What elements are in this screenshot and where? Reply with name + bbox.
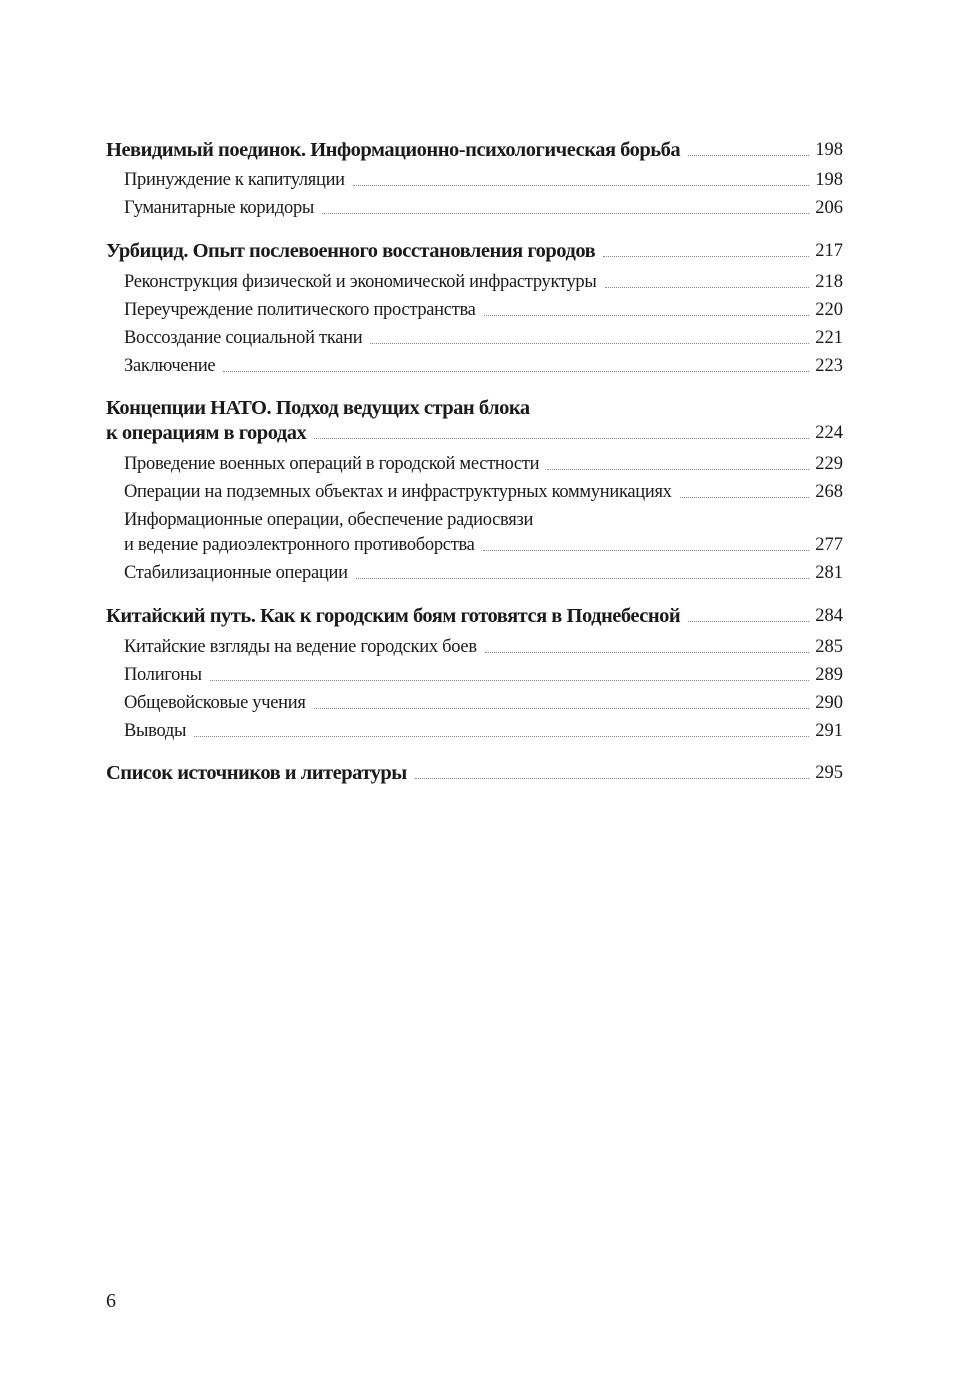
toc-entry-title: к операциям в городах — [106, 422, 307, 444]
toc-page-number: 268 — [815, 482, 843, 502]
toc-section[interactable] — [124, 635, 843, 659]
toc-entry-title: и ведение радиоэлектронного противоборства — [124, 535, 475, 555]
dot-leader — [322, 213, 809, 214]
toc-section[interactable] — [124, 480, 843, 504]
toc-page-number: 291 — [815, 721, 843, 741]
dot-leader — [314, 708, 810, 709]
toc-section[interactable] — [124, 270, 843, 294]
toc-entry-title: Переучреждение политического пространства — [124, 300, 476, 320]
toc-page-number: 217 — [815, 241, 843, 261]
toc-page-number: 281 — [815, 563, 843, 583]
dot-leader — [210, 680, 809, 681]
toc-chapter[interactable] — [106, 239, 843, 263]
toc-entry-title-line: Концепции НАТО. Подход ведущих стран блока — [106, 397, 530, 419]
toc-entry-title: Полигоны — [124, 665, 202, 685]
dot-leader — [547, 469, 809, 470]
toc-entry-title: Принуждение к капитуляции — [124, 170, 345, 190]
dot-leader — [688, 621, 809, 622]
toc-entry-title: Заключение — [124, 356, 216, 376]
toc-entry-title: Проведение военных операций в городской местности — [124, 454, 540, 474]
toc-page-number: 220 — [815, 300, 843, 320]
dot-leader — [680, 497, 810, 498]
toc-section[interactable] — [124, 326, 843, 350]
toc-page-number: 223 — [815, 356, 843, 376]
toc-entry-title-line: Информационные операции, обеспечение радиосвязи — [124, 510, 534, 530]
toc-page-number: 221 — [815, 328, 843, 348]
toc-chapter[interactable] — [106, 761, 843, 785]
toc-page-number: 206 — [815, 198, 843, 218]
toc-chapter[interactable] — [106, 421, 843, 445]
toc-section[interactable] — [124, 663, 843, 687]
page-number: 6 — [106, 1290, 116, 1312]
dot-leader — [370, 343, 809, 344]
toc-entry-title: Список источников и литературы — [106, 762, 407, 784]
toc-page-number: 290 — [815, 693, 843, 713]
toc-chapter[interactable] — [106, 138, 843, 162]
dot-leader — [314, 438, 809, 439]
toc-entry-title: Реконструкция физической и экономической инфраструктуры — [124, 272, 597, 292]
toc-section[interactable] — [124, 298, 843, 322]
toc-entry-title: Китайские взгляды на ведение городских боев — [124, 637, 477, 657]
dot-leader — [415, 778, 809, 779]
dot-leader — [223, 371, 809, 372]
toc-page-number: 198 — [815, 140, 843, 160]
toc-page-number: 284 — [815, 606, 843, 626]
toc-section[interactable] — [124, 561, 843, 585]
dot-leader — [194, 736, 809, 737]
toc-entry-title: Гуманитарные коридоры — [124, 198, 315, 218]
dot-leader — [484, 315, 810, 316]
toc-chapter[interactable] — [106, 604, 843, 628]
toc-page-number: 229 — [815, 454, 843, 474]
toc-entry-title: Невидимый поединок. Информационно-психологическая борьба — [106, 139, 681, 161]
toc-section[interactable] — [124, 533, 843, 557]
dot-leader — [605, 287, 810, 288]
toc-page-number: 289 — [815, 665, 843, 685]
toc-entry-title: Урбицид. Опыт послевоенного восстановления городов — [106, 240, 596, 262]
dot-leader — [603, 256, 809, 257]
toc-page-number: 295 — [815, 763, 843, 783]
toc-section[interactable] — [124, 719, 843, 743]
toc-section[interactable] — [124, 196, 843, 220]
toc-section[interactable] — [124, 168, 843, 192]
toc-entry-title: Воссоздание социальной ткани — [124, 328, 363, 348]
toc-page-number: 198 — [815, 170, 843, 190]
dot-leader — [356, 578, 810, 579]
toc-section[interactable] — [124, 691, 843, 715]
dot-leader — [688, 155, 809, 156]
dot-leader — [485, 652, 809, 653]
dot-leader — [353, 185, 809, 186]
toc-entry-title: Стабилизационные операции — [124, 563, 348, 583]
toc-entry-title: Общевойсковые учения — [124, 693, 306, 713]
toc-page-number: 224 — [815, 423, 843, 443]
toc-entry-title: Выводы — [124, 721, 187, 741]
toc-page-number: 285 — [815, 637, 843, 657]
toc-section[interactable] — [124, 452, 843, 476]
toc-entry-title: Операции на подземных объектах и инфраструктурных коммуникациях — [124, 482, 672, 502]
toc-page-number: 277 — [815, 535, 843, 555]
toc-entry-title: Китайский путь. Как к городским боям готовятся в Поднебесной — [106, 605, 681, 627]
toc-page-number: 218 — [815, 272, 843, 292]
dot-leader — [483, 550, 810, 551]
toc-section[interactable] — [124, 354, 843, 378]
